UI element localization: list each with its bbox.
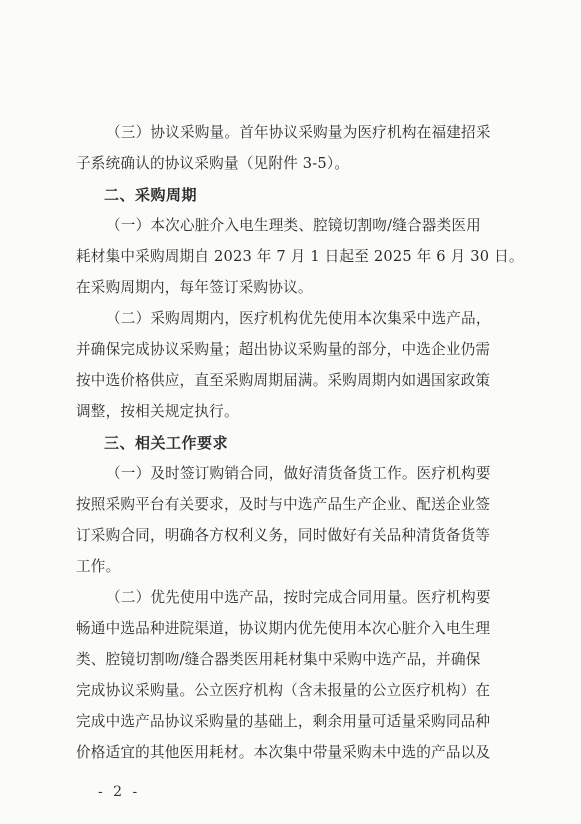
section-heading: 二、采购周期 (104, 186, 198, 204)
paragraph-line: 类、腔镜切割吻/缝合器类医用耗材集中采购中选产品，并确保 (76, 651, 481, 668)
paragraph-line: 并确保完成协议采购量；超出协议采购量的部分，中选企业仍需 (76, 341, 491, 358)
paragraph-line: 工作。 (76, 558, 121, 575)
paragraph-line: 按中选价格供应，直至采购周期届满。采购周期内如遇国家政策 (76, 372, 491, 389)
page-number: - 2 - (98, 784, 141, 800)
paragraph-line: 完成协议采购量。公立医疗机构（含未报量的公立医疗机构）在 (76, 682, 491, 699)
paragraph-line: 子系统确认的协议采购量（见附件 3-5）。 (76, 155, 350, 172)
paragraph-line: 按照采购平台有关要求，及时与中选产品生产企业、配送企业签 (76, 496, 491, 513)
paragraph-line: 调整，按相关规定执行。 (76, 403, 239, 420)
paragraph-line: （一）本次心脏介入电生理类、腔镜切割吻/缝合器类医用 (106, 217, 481, 234)
paragraph-line: （三）协议采购量。首年协议采购量为医疗机构在福建招采 (106, 124, 491, 141)
paragraph-line: 订采购合同，明确各方权利义务，同时做好有关品种清货备货等 (76, 527, 491, 544)
paragraph-line: 畅通中选品种进院渠道，协议期内优先使用本次心脏介入电生理 (76, 620, 491, 637)
paragraph-line: 完成中选产品协议采购量的基础上，剩余用量可适量采购同品种 (76, 713, 491, 730)
paragraph-line: （一）及时签订购销合同，做好清货备货工作。医疗机构要 (106, 465, 491, 482)
section-heading: 三、相关工作要求 (104, 434, 229, 452)
paragraph-line: 价格适宜的其他医用耗材。本次集中带量采购未中选的产品以及 (76, 744, 491, 761)
paragraph-line: 在采购周期内，每年签订采购协议。 (76, 279, 313, 296)
paragraph-line: （二）采购周期内，医疗机构优先使用本次集采中选产品， (106, 310, 491, 327)
paragraph-line: （二）优先使用中选产品，按时完成合同用量。医疗机构要 (106, 589, 491, 606)
paragraph-line: 耗材集中采购周期自 2023 年 7 月 1 日起至 2025 年 6 月 30 日。 (76, 248, 524, 265)
